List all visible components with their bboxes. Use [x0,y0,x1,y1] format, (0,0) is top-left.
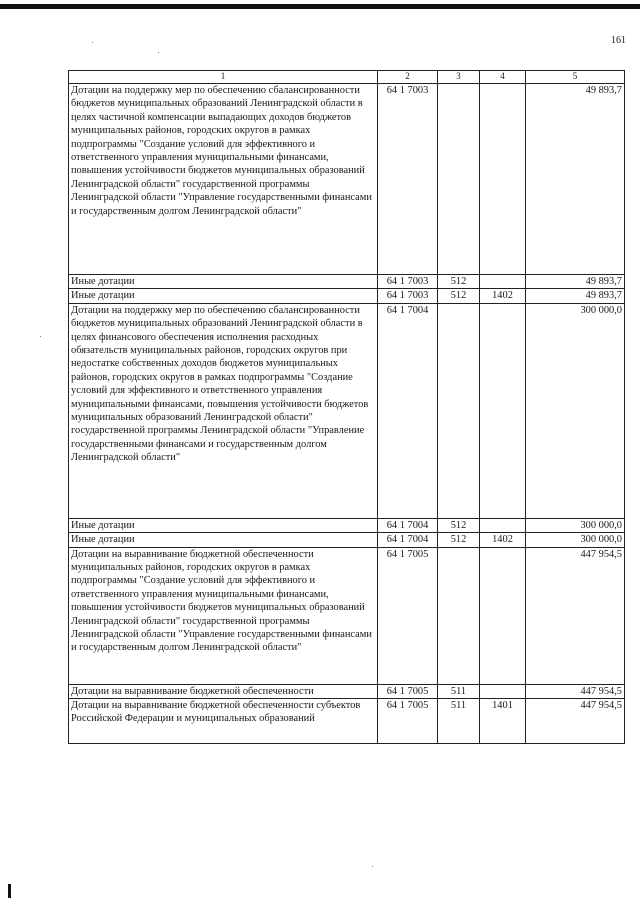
row-type: 512 [438,518,480,532]
table-row [69,84,625,275]
page-number: 161 [611,35,626,46]
row-name: Дотации на выравнивание бюджетной обеспеченности муниципальных районов, городских округов в рамках подпрограммы "Создание условий для эффективного и ответственного управления муниципальными финансами, повышения устойчивости бюджетов муниципальных образований Ленинградской области" государственной программы Ленинградской области "Управление государственными финансами и государственным долгом Ленинградской области" [69,547,378,684]
row-type: 511 [438,684,480,698]
row-amount: 49 893,7 [526,84,625,275]
row-amount: 300 000,0 [526,303,625,518]
row-code: 64 1 7005 [378,699,438,744]
row-name: Иные дотации [69,289,378,303]
row-amount: 447 954,5 [526,547,625,684]
budget-table [68,70,625,744]
table-row [69,518,625,532]
row-section: 1401 [480,699,526,744]
row-name: Дотации на выравнивание бюджетной обеспеченности субъектов Российской Федерации и муниципальных образований [69,699,378,744]
table-row [69,303,625,518]
row-section: 1402 [480,533,526,547]
row-type [438,84,480,275]
row-type: 511 [438,699,480,744]
row-code: 64 1 7003 [378,84,438,275]
row-amount: 300 000,0 [526,518,625,532]
row-name: Дотации на выравнивание бюджетной обеспеченности [69,684,378,698]
scan-speck [92,42,93,43]
row-name: Иные дотации [69,275,378,289]
row-section [480,547,526,684]
table-row [69,684,625,698]
row-amount: 447 954,5 [526,699,625,744]
row-type: 512 [438,275,480,289]
row-section [480,684,526,698]
row-name: Иные дотации [69,518,378,532]
column-header-section: 4 [480,71,526,84]
row-code: 64 1 7003 [378,289,438,303]
table-row [69,533,625,547]
row-amount: 49 893,7 [526,289,625,303]
row-amount: 49 893,7 [526,275,625,289]
row-type: 512 [438,533,480,547]
header-row [69,71,625,84]
row-code: 64 1 7004 [378,533,438,547]
scan-speck [372,866,373,867]
scan-margin-mark [8,884,11,898]
row-code: 64 1 7005 [378,547,438,684]
table-row [69,289,625,303]
row-amount: 447 954,5 [526,684,625,698]
row-section: 1402 [480,289,526,303]
table-row [69,547,625,684]
row-section [480,518,526,532]
scan-speck [40,336,41,337]
row-code: 64 1 7004 [378,303,438,518]
row-code: 64 1 7005 [378,684,438,698]
row-type [438,303,480,518]
row-code: 64 1 7004 [378,518,438,532]
row-section [480,275,526,289]
row-name: Иные дотации [69,533,378,547]
row-amount: 300 000,0 [526,533,625,547]
row-name: Дотации на поддержку мер по обеспечению сбалансированности бюджетов муниципальных образований Ленинградской области в целях частичной компенсации выпадающих доходов бюджетов муниципальных районов, городских округов в рамках подпрограммы "Создание условий для эффективного и ответственного управления муниципальными финансами, повышения устойчивости бюджетов муниципальных образований Ленинградской области" государственной программы Ленинградской области "Управление государственными финансами и государственным долгом Ленинградской области" [69,84,378,275]
column-header-type: 3 [438,71,480,84]
row-section [480,84,526,275]
row-type: 512 [438,289,480,303]
column-header-amount: 5 [526,71,625,84]
row-name: Дотации на поддержку мер по обеспечению сбалансированности бюджетов муниципальных образований Ленинградской области в целях финансового обеспечения исполнения расходных обязательств муниципальных районов, городских округов при недостатке собственных доходов бюджетов муниципальных районов, городских округов в рамках подпрограммы "Создание условий для эффективного и ответственного управления муниципальными финансами, повышения устойчивости бюджетов муниципальных образований Ленинградской области" государственной программы Ленинградской области "Управление государственными финансами и государственным долгом Ленинградской области" [69,303,378,518]
top-border-rule [0,4,640,9]
table-row [69,699,625,744]
row-code: 64 1 7003 [378,275,438,289]
column-header-name: 1 [69,71,378,84]
column-header-code: 2 [378,71,438,84]
row-section [480,303,526,518]
table-row [69,275,625,289]
row-type [438,547,480,684]
scan-speck [158,52,159,53]
